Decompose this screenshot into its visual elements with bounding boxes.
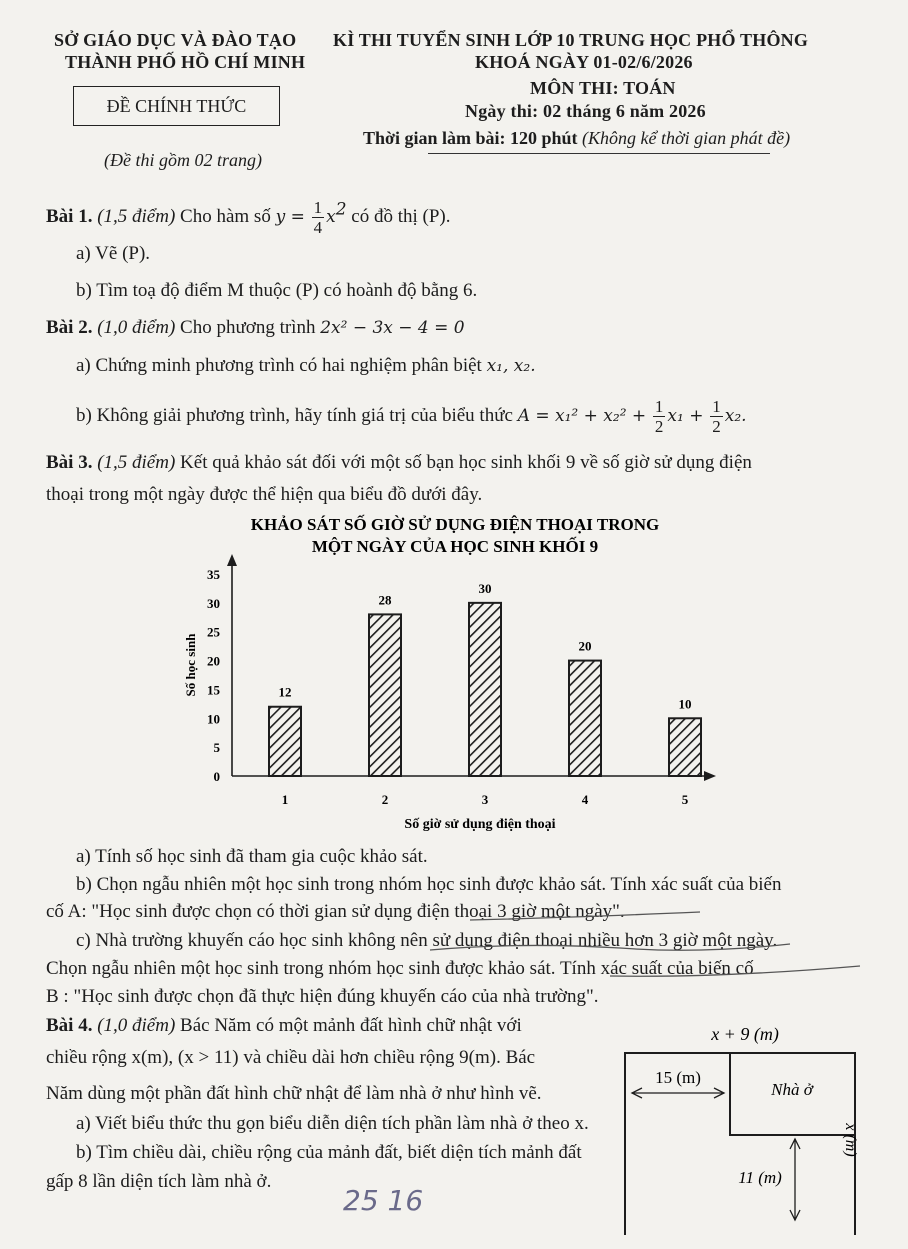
x-tick-label: 4	[581, 792, 589, 807]
y-tick-label: 0	[213, 769, 220, 784]
y-tick-label: 25	[207, 624, 220, 640]
bai4-part-b-2: gấp 8 lần diện tích làm nhà ở.	[46, 1171, 272, 1192]
chart-title-line2: MỘT NGÀY CỦA HỌC SINH KHỐI 9	[311, 537, 599, 556]
bai3-part-b-1: b) Chọn ngẫu nhiên một học sinh trong nhóm học sinh được khảo sát. Tính xác suất của biến	[76, 874, 782, 895]
bai3-intro-1: Kết quả khảo sát đối với một số bạn học sinh khối 9 về số giờ sử dụng điện	[180, 452, 752, 473]
fraction-denominator: 2	[654, 417, 664, 436]
land-figure	[620, 1015, 870, 1235]
bai3-part-a: a) Tính số học sinh đã tham gia cuộc khảo sát.	[76, 846, 428, 867]
chart-title-line1: KHẢO SÁT SỐ GIỜ SỬ DỤNG ĐIỆN THOẠI TRONG	[250, 515, 660, 534]
fraction-denominator: 2	[712, 417, 721, 436]
x-tick-label: 1	[281, 792, 289, 807]
bai4-heading	[46, 1015, 522, 1037]
bai3-part-c-1: c) Nhà trường khuyến cáo học sinh không nên sử dụng điện thoại nhiều hơn 3 giờ một ngày.	[76, 930, 778, 951]
fraction-numerator: 1	[654, 397, 664, 416]
department-name: SỞ GIÁO DỤC VÀ ĐÀO TẠO	[54, 30, 297, 50]
y-tick-label: 5	[213, 740, 220, 756]
bai1-tail: có đồ thị (P).	[351, 205, 451, 227]
fig-right-label: x (m)	[842, 1123, 859, 1157]
chart-y-label: Số học sinh	[183, 633, 198, 697]
fig-11-label: 11 (m)	[738, 1168, 782, 1187]
fraction-numerator: 1	[313, 198, 323, 217]
bai1-points: (1,5 điểm)	[97, 205, 176, 227]
chart-x-label: Số giờ sử dụng điện thoại	[404, 817, 556, 832]
bai1-part-a: a) Vẽ (P).	[76, 243, 151, 264]
exam-title: KÌ THI TUYỂN SINH LỚP 10 TRUNG HỌC PHỔ THÔNG	[333, 30, 809, 50]
bai4-line3: Năm dùng một phần đất hình chữ nhật để làm nhà ở như hình vẽ.	[46, 1083, 542, 1104]
bar-value-label: 30	[478, 580, 492, 596]
bai4-part-a: a) Viết biểu thức thu gọn biểu diễn diện tích phần làm nhà ở theo x.	[76, 1113, 589, 1134]
bar-value-label: 12	[278, 684, 292, 700]
bai2-points: (1,0 điểm)	[97, 317, 176, 338]
x-tick-label: 3	[481, 792, 489, 807]
bai1-part-b: b) Tìm toạ độ điểm M thuộc (P) có hoành độ bằng 6.	[76, 280, 478, 301]
bai2-b-text: b) Không giải phương trình, hãy tính giá trị của biểu thức	[76, 404, 513, 426]
bai1-intro: Cho hàm số	[180, 205, 271, 227]
bar-value-label: 20	[578, 638, 592, 654]
bai2-b-math-1: A = x₁² + x₂² +	[517, 405, 647, 426]
y-tick-label: 15	[207, 682, 220, 698]
city-name: THÀNH PHỐ HỒ CHÍ MINH	[65, 52, 306, 72]
bai3-label: Bài 3.	[46, 452, 93, 473]
bai3-points: (1,5 điểm)	[97, 452, 176, 473]
bai4-points: (1,0 điểm)	[97, 1015, 176, 1036]
y-tick-label: 10	[207, 711, 220, 727]
pages-note: (Đề thi gồm 02 trang)	[104, 150, 262, 170]
bai1-func-lhs: y =	[275, 206, 305, 227]
bai3-intro-2: thoại trong một ngày được thể hiện qua biểu đồ dưới đây.	[46, 484, 483, 505]
bai3-part-c-2: Chọn ngẫu nhiên một học sinh trong nhóm học sinh được khảo sát. Tính xác suất của biến cố	[46, 958, 754, 979]
official-exam-label: ĐỀ CHÍNH THỨC	[106, 96, 247, 116]
y-tick-label: 20	[207, 653, 220, 669]
exam-session: KHOÁ NGÀY 01-02/6/2026	[475, 52, 693, 72]
exam-date: Ngày thi: 02 tháng 6 năm 2026	[465, 101, 706, 121]
bai2-a-math: x₁, x₂.	[486, 356, 536, 376]
bai4-label: Bài 4.	[46, 1015, 93, 1036]
bai2-label: Bài 2.	[46, 317, 93, 338]
bai4-part-b-1: b) Tìm chiều dài, chiều rộng của mảnh đất, biết diện tích mảnh đất	[76, 1142, 582, 1163]
bar-value-label: 10	[678, 696, 692, 712]
fig-house-label: Nhà ở	[771, 1080, 813, 1099]
y-tick-label: 35	[207, 567, 220, 582]
duration-italic: (Không kể thời gian phát đề)	[582, 128, 791, 148]
exam-subject: MÔN THI: TOÁN	[530, 78, 676, 98]
bai2-b-math-3: x₂.	[724, 405, 747, 426]
y-tick-label: 30	[207, 595, 220, 611]
bai2-intro: Cho phương trình	[180, 317, 316, 338]
duration-bold: Thời gian làm bài: 120 phút	[363, 128, 578, 148]
bai2-equation: 2x² − 3x − 4 = 0	[320, 318, 465, 338]
bai2-b-math-2: x₁ +	[667, 405, 704, 426]
bai4-line1: Bác Năm có một mảnh đất hình chữ nhật với	[180, 1015, 522, 1036]
bai2-a-text: a) Chứng minh phương trình có hai nghiệm phân biệt	[76, 355, 482, 376]
fraction-denominator: 4	[313, 218, 323, 237]
bai3-part-c-3: B : "Học sinh được chọn đã thực hiện đúng khuyến cáo của nhà trường".	[46, 986, 599, 1007]
x-tick-label: 2	[381, 792, 389, 807]
bai4-line2: chiều rộng x(m), (x > 11) và chiều dài hơn chiều rộng 9(m). Bác	[46, 1047, 536, 1068]
x-tick-label: 5	[681, 792, 689, 807]
bai1-func-exp: 2	[335, 199, 347, 220]
bai1-func-var: x	[326, 206, 336, 227]
fraction-numerator: 1	[712, 397, 721, 416]
fig-top-label: x + 9 (m)	[711, 1024, 779, 1044]
bai3-part-b-2: cố A: "Học sinh được chọn có thời gian sử dụng điện thoại 3 giờ một ngày".	[46, 901, 625, 922]
handwritten-note: 25 16	[343, 1184, 424, 1217]
bai1-label: Bài 1.	[46, 205, 93, 227]
fig-15-label: 15 (m)	[655, 1068, 701, 1087]
bar-value-label: 28	[378, 592, 392, 608]
